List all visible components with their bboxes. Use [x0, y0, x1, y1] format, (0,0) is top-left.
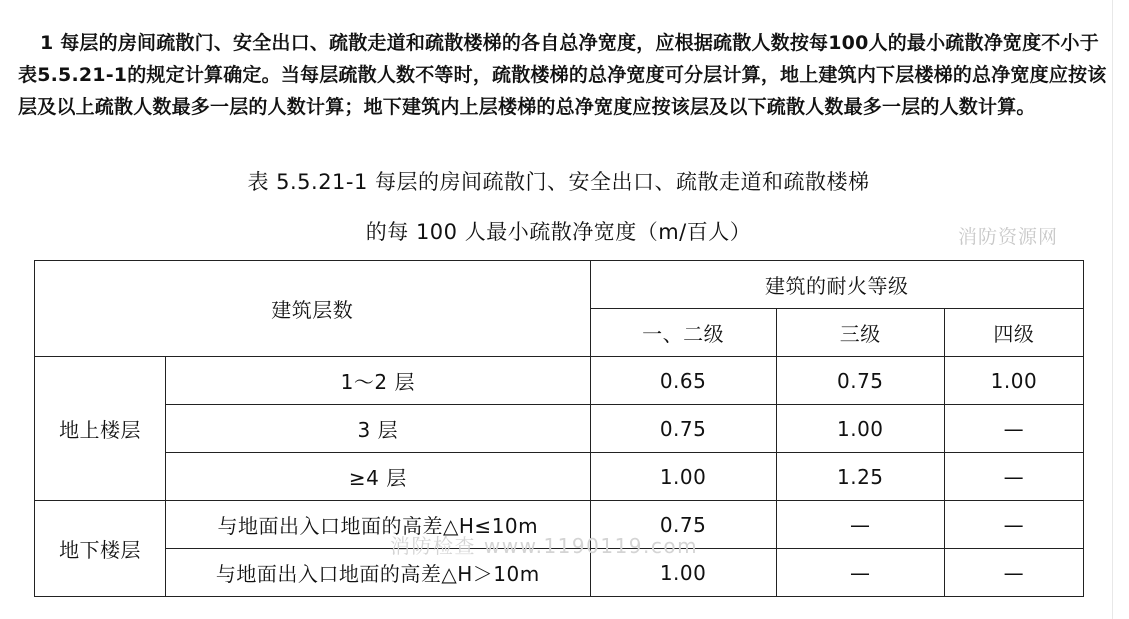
table-caption-line2: 的每 100 人最小疏散净宽度（m/百人）	[365, 220, 752, 244]
value-cell: —	[944, 549, 1083, 597]
table-row	[35, 549, 1084, 597]
value-cell: —	[776, 549, 944, 597]
floor-cell: 3 层	[166, 405, 590, 453]
floor-cell: ≥4 层	[166, 453, 590, 501]
floor-cell: 与地面出入口地面的高差△H＞10m	[166, 549, 590, 597]
value-cell: 0.75	[776, 357, 944, 405]
value-cell: 1.00	[776, 405, 944, 453]
clause-paragraph: 1 每层的房间疏散门、安全出口、疏散走道和疏散楼梯的各自总净宽度，应根据疏散人数按每100人的最小疏散净宽度不小于表5.5.21-1的规定计算确定。当每层疏散人数不等时，疏散楼梯的总净宽度可分层计算，地上建筑内下层楼梯的总净宽度应按该层及以上疏散人数最多一层的人数计算；地下建筑内上层楼梯的总净宽度应按该层及以下疏散人数最多一层的人数计算。	[18, 32, 1107, 118]
group-below-ground: 地下楼层	[35, 501, 166, 597]
watermark-url: 消防检查 www.1190119.com	[390, 534, 699, 558]
table-caption-line1: 表 5.5.21-1 每层的房间疏散门、安全出口、疏散走道和疏散楼梯	[247, 170, 870, 194]
group-above-ground: 地上楼层	[35, 357, 166, 501]
table-row	[35, 453, 1084, 501]
value-cell: —	[776, 501, 944, 549]
table-header-row	[35, 261, 1084, 309]
header-floors: 建筑层数	[35, 261, 591, 357]
header-fire-rating: 建筑的耐火等级	[590, 261, 1083, 309]
header-rating-4: 四级	[944, 309, 1083, 357]
header-rating-1-2: 一、二级	[590, 309, 776, 357]
value-cell: 1.00	[944, 357, 1083, 405]
value-cell: 0.75	[590, 405, 776, 453]
watermark-site-name: 消防资源网	[958, 226, 1059, 248]
page-edge-rule	[1112, 0, 1113, 619]
value-cell: 1.00	[590, 549, 776, 597]
table-row	[35, 405, 1084, 453]
value-cell: 1.00	[590, 453, 776, 501]
value-cell: —	[944, 453, 1083, 501]
value-cell: 0.75	[590, 501, 776, 549]
table-row	[35, 357, 1084, 405]
value-cell: 0.65	[590, 357, 776, 405]
value-cell: —	[944, 405, 1083, 453]
value-cell: 1.25	[776, 453, 944, 501]
floor-cell: 1～2 层	[166, 357, 590, 405]
table-row	[35, 501, 1084, 549]
value-cell: —	[944, 501, 1083, 549]
floor-cell: 与地面出入口地面的高差△H≤10m	[166, 501, 590, 549]
header-rating-3: 三级	[776, 309, 944, 357]
evacuation-width-table	[34, 260, 1084, 597]
